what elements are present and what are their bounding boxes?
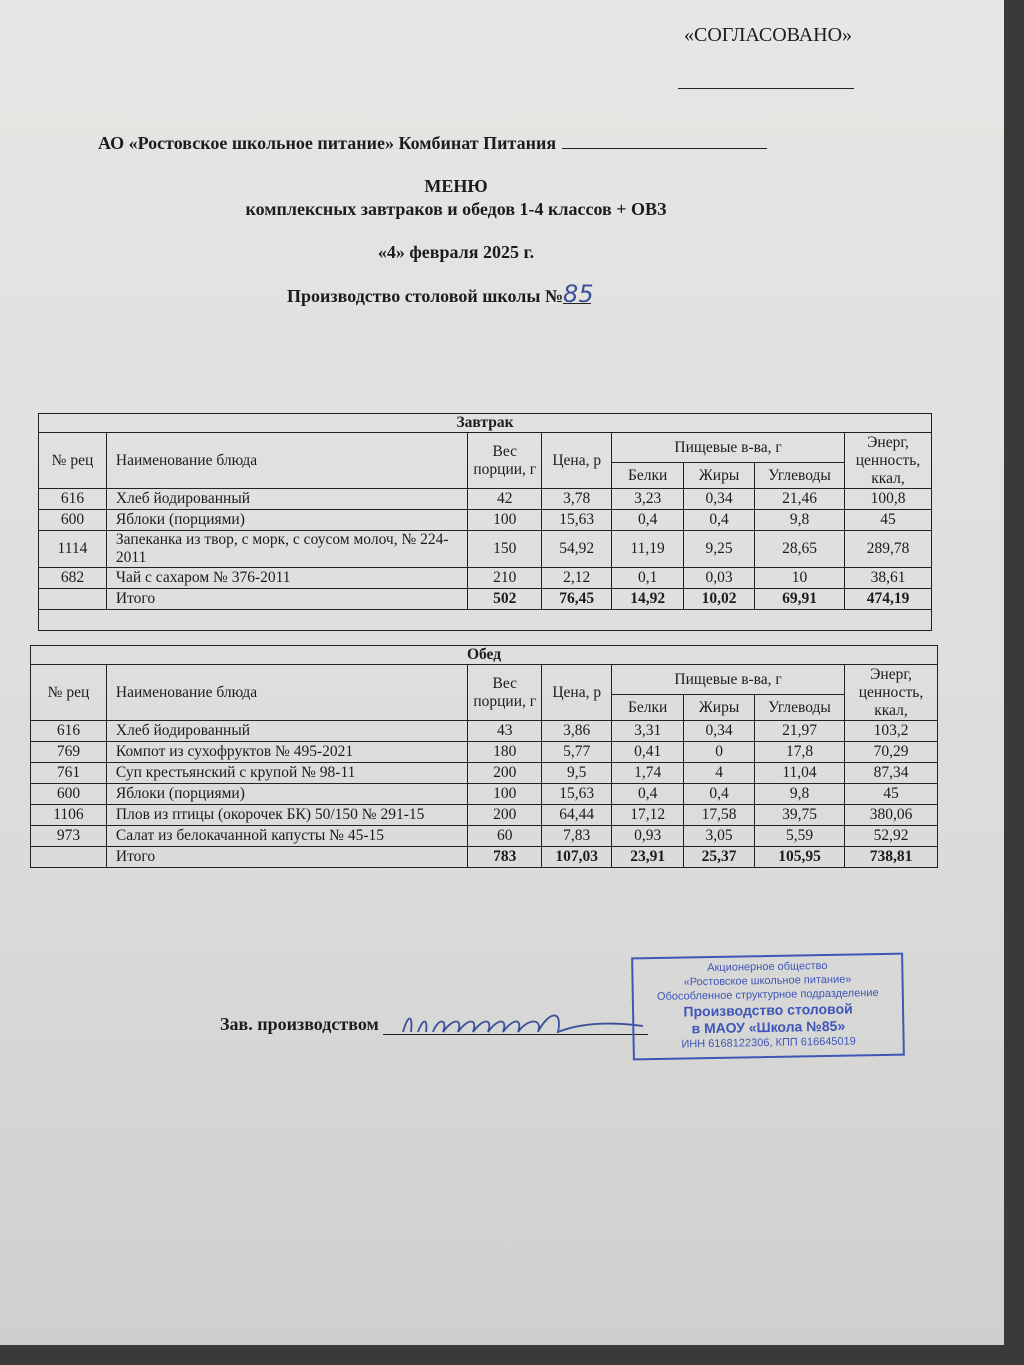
weight: 43	[468, 721, 542, 742]
weight: 100	[468, 510, 542, 531]
carbs: 11,04	[755, 763, 845, 784]
dish-name: Компот из сухофруктов № 495-2021	[106, 742, 467, 763]
stamp-line: ИНН 6168122306, КПП 616645019	[681, 1035, 856, 1051]
rec-number: 973	[31, 826, 107, 847]
col-header-nutrients: Пищевые в-ва, г	[612, 433, 845, 463]
rec-number	[31, 847, 107, 868]
fat: 3,05	[684, 826, 755, 847]
price: 64,44	[542, 805, 612, 826]
energy: 103,2	[845, 721, 938, 742]
organization-stamp	[631, 953, 905, 1061]
weight: 783	[468, 847, 542, 868]
signature-line	[220, 1012, 648, 1035]
carbs: 10	[755, 568, 845, 589]
table-row	[31, 721, 938, 742]
col-header-weight: Вес порции, г	[468, 665, 542, 721]
protein: 11,19	[612, 531, 684, 568]
rec-number: 769	[31, 742, 107, 763]
protein: 0,4	[612, 784, 684, 805]
energy: 474,19	[845, 589, 932, 610]
stamp-line: Обособленное структурное подразделение	[656, 987, 879, 1003]
rec-number: 761	[31, 763, 107, 784]
price: 5,77	[542, 742, 612, 763]
rec-number: 600	[39, 510, 107, 531]
protein: 17,12	[612, 805, 684, 826]
table-row	[31, 826, 938, 847]
total-row	[31, 847, 938, 868]
organization-blank	[562, 148, 767, 149]
menu-subtitle: комплексных завтраков и обедов 1-4 классов + ОВЗ	[245, 199, 667, 219]
energy: 38,61	[845, 568, 932, 589]
menu-title: МЕНЮ	[424, 176, 488, 196]
price: 3,86	[542, 721, 612, 742]
fat: 17,58	[684, 805, 755, 826]
table-row	[31, 742, 938, 763]
protein: 1,74	[612, 763, 684, 784]
price: 107,03	[542, 847, 612, 868]
col-header-price: Цена, р	[542, 433, 612, 489]
energy: 289,78	[845, 531, 932, 568]
weight: 150	[468, 531, 542, 568]
price: 54,92	[542, 531, 612, 568]
rec-number: 600	[31, 784, 107, 805]
table-row	[39, 568, 932, 589]
price: 15,63	[542, 510, 612, 531]
organization-line	[98, 133, 767, 154]
protein: 3,31	[612, 721, 684, 742]
weight: 200	[468, 805, 542, 826]
table-row	[31, 784, 938, 805]
col-header-energy: Энерг, ценность, ккал,	[845, 433, 932, 489]
fat: 0	[684, 742, 755, 763]
dish-name: Яблоки (порциями)	[106, 510, 467, 531]
energy: 380,06	[845, 805, 938, 826]
price: 2,12	[542, 568, 612, 589]
handwritten-signature	[383, 1012, 648, 1036]
organization-name: АО «Ростовское школьное питание» Комбинат Питания	[98, 133, 557, 153]
weight: 100	[468, 784, 542, 805]
carbs: 5,59	[755, 826, 845, 847]
dish-name: Плов из птицы (окорочек БК) 50/150 № 291-15	[106, 805, 467, 826]
dish-name: Салат из белокачанной капусты № 45-15	[106, 826, 467, 847]
stamp-line: Производство столовой	[683, 1000, 853, 1020]
rec-number: 682	[39, 568, 107, 589]
fat: 4	[684, 763, 755, 784]
weight: 210	[468, 568, 542, 589]
price: 15,63	[542, 784, 612, 805]
dish-name: Итого	[106, 847, 467, 868]
weight: 60	[468, 826, 542, 847]
col-header-nutrients: Пищевые в-ва, г	[612, 665, 845, 695]
col-header-protein: Белки	[612, 463, 684, 489]
dish-name: Запеканка из твор, с морк, с соусом молоч, № 224-2011	[106, 531, 467, 568]
price: 76,45	[542, 589, 612, 610]
lunch-table	[30, 645, 938, 868]
stamp-line: Акционерное общество	[707, 959, 828, 975]
weight: 180	[468, 742, 542, 763]
energy: 70,29	[845, 742, 938, 763]
table-row	[39, 510, 932, 531]
school-number-handwritten: 85	[563, 280, 594, 308]
dish-name: Хлеб йодированный	[106, 721, 467, 742]
approval-label: «СОГЛАСОВАНО»	[684, 24, 853, 46]
col-header-carbs: Углеводы	[755, 463, 845, 489]
energy: 52,92	[845, 826, 938, 847]
col-header-rec: № рец	[39, 433, 107, 489]
breakfast-table	[38, 413, 932, 631]
carbs: 9,8	[755, 510, 845, 531]
weight: 42	[468, 489, 542, 510]
energy: 87,34	[845, 763, 938, 784]
carbs: 21,46	[755, 489, 845, 510]
stamp-line: в МАОУ «Школа №85»	[691, 1017, 846, 1037]
menu-date: «4» февраля 2025 г.	[377, 242, 535, 262]
dish-name: Яблоки (порциями)	[106, 784, 467, 805]
carbs: 9,8	[755, 784, 845, 805]
weight: 502	[468, 589, 542, 610]
price: 9,5	[542, 763, 612, 784]
signature-label: Зав. производством	[220, 1014, 379, 1034]
col-header-weight: Вес порции, г	[468, 433, 542, 489]
rec-number: 616	[31, 721, 107, 742]
price: 7,83	[542, 826, 612, 847]
energy: 45	[845, 510, 932, 531]
production-line	[287, 280, 594, 308]
fat: 25,37	[684, 847, 755, 868]
table-row	[39, 489, 932, 510]
col-header-fat: Жиры	[684, 695, 755, 721]
rec-number: 1106	[31, 805, 107, 826]
carbs: 69,91	[755, 589, 845, 610]
fat: 0,4	[684, 784, 755, 805]
fat: 0,4	[684, 510, 755, 531]
dish-name: Суп крестьянский с крупой № 98-11	[106, 763, 467, 784]
carbs: 17,8	[755, 742, 845, 763]
col-header-carbs: Углеводы	[755, 695, 845, 721]
carbs: 39,75	[755, 805, 845, 826]
table-row	[31, 763, 938, 784]
rec-number	[39, 589, 107, 610]
carbs: 105,95	[755, 847, 845, 868]
table-row	[39, 531, 932, 568]
protein: 0,41	[612, 742, 684, 763]
col-header-protein: Белки	[612, 695, 684, 721]
col-header-rec: № рец	[31, 665, 107, 721]
col-header-name: Наименование блюда	[106, 433, 467, 489]
protein: 3,23	[612, 489, 684, 510]
fat: 0,34	[684, 489, 755, 510]
col-header-name: Наименование блюда	[106, 665, 467, 721]
spacer-row	[39, 610, 932, 631]
signature-blank	[383, 1012, 648, 1035]
table-row	[31, 805, 938, 826]
energy: 738,81	[845, 847, 938, 868]
protein: 0,4	[612, 510, 684, 531]
carbs: 28,65	[755, 531, 845, 568]
energy: 45	[845, 784, 938, 805]
dish-name: Хлеб йодированный	[106, 489, 467, 510]
price: 3,78	[542, 489, 612, 510]
dish-name: Итого	[106, 589, 467, 610]
col-header-price: Цена, р	[542, 665, 612, 721]
energy: 100,8	[845, 489, 932, 510]
dish-name: Чай с сахаром № 376-2011	[106, 568, 467, 589]
rec-number: 1114	[39, 531, 107, 568]
protein: 0,93	[612, 826, 684, 847]
weight: 200	[468, 763, 542, 784]
fat: 10,02	[684, 589, 755, 610]
fat: 9,25	[684, 531, 755, 568]
col-header-energy: Энерг, ценность, ккал,	[845, 665, 938, 721]
fat: 0,03	[684, 568, 755, 589]
section-title: Завтрак	[39, 414, 932, 433]
section-title: Обед	[31, 646, 938, 665]
protein: 23,91	[612, 847, 684, 868]
protein: 14,92	[612, 589, 684, 610]
protein: 0,1	[612, 568, 684, 589]
approval-signature-line	[678, 88, 854, 89]
stamp-line: «Ростовское школьное питание»	[683, 973, 852, 989]
carbs: 21,97	[755, 721, 845, 742]
fat: 0,34	[684, 721, 755, 742]
total-row	[39, 589, 932, 610]
production-label: Производство столовой школы №	[287, 286, 564, 306]
rec-number: 616	[39, 489, 107, 510]
col-header-fat: Жиры	[684, 463, 755, 489]
